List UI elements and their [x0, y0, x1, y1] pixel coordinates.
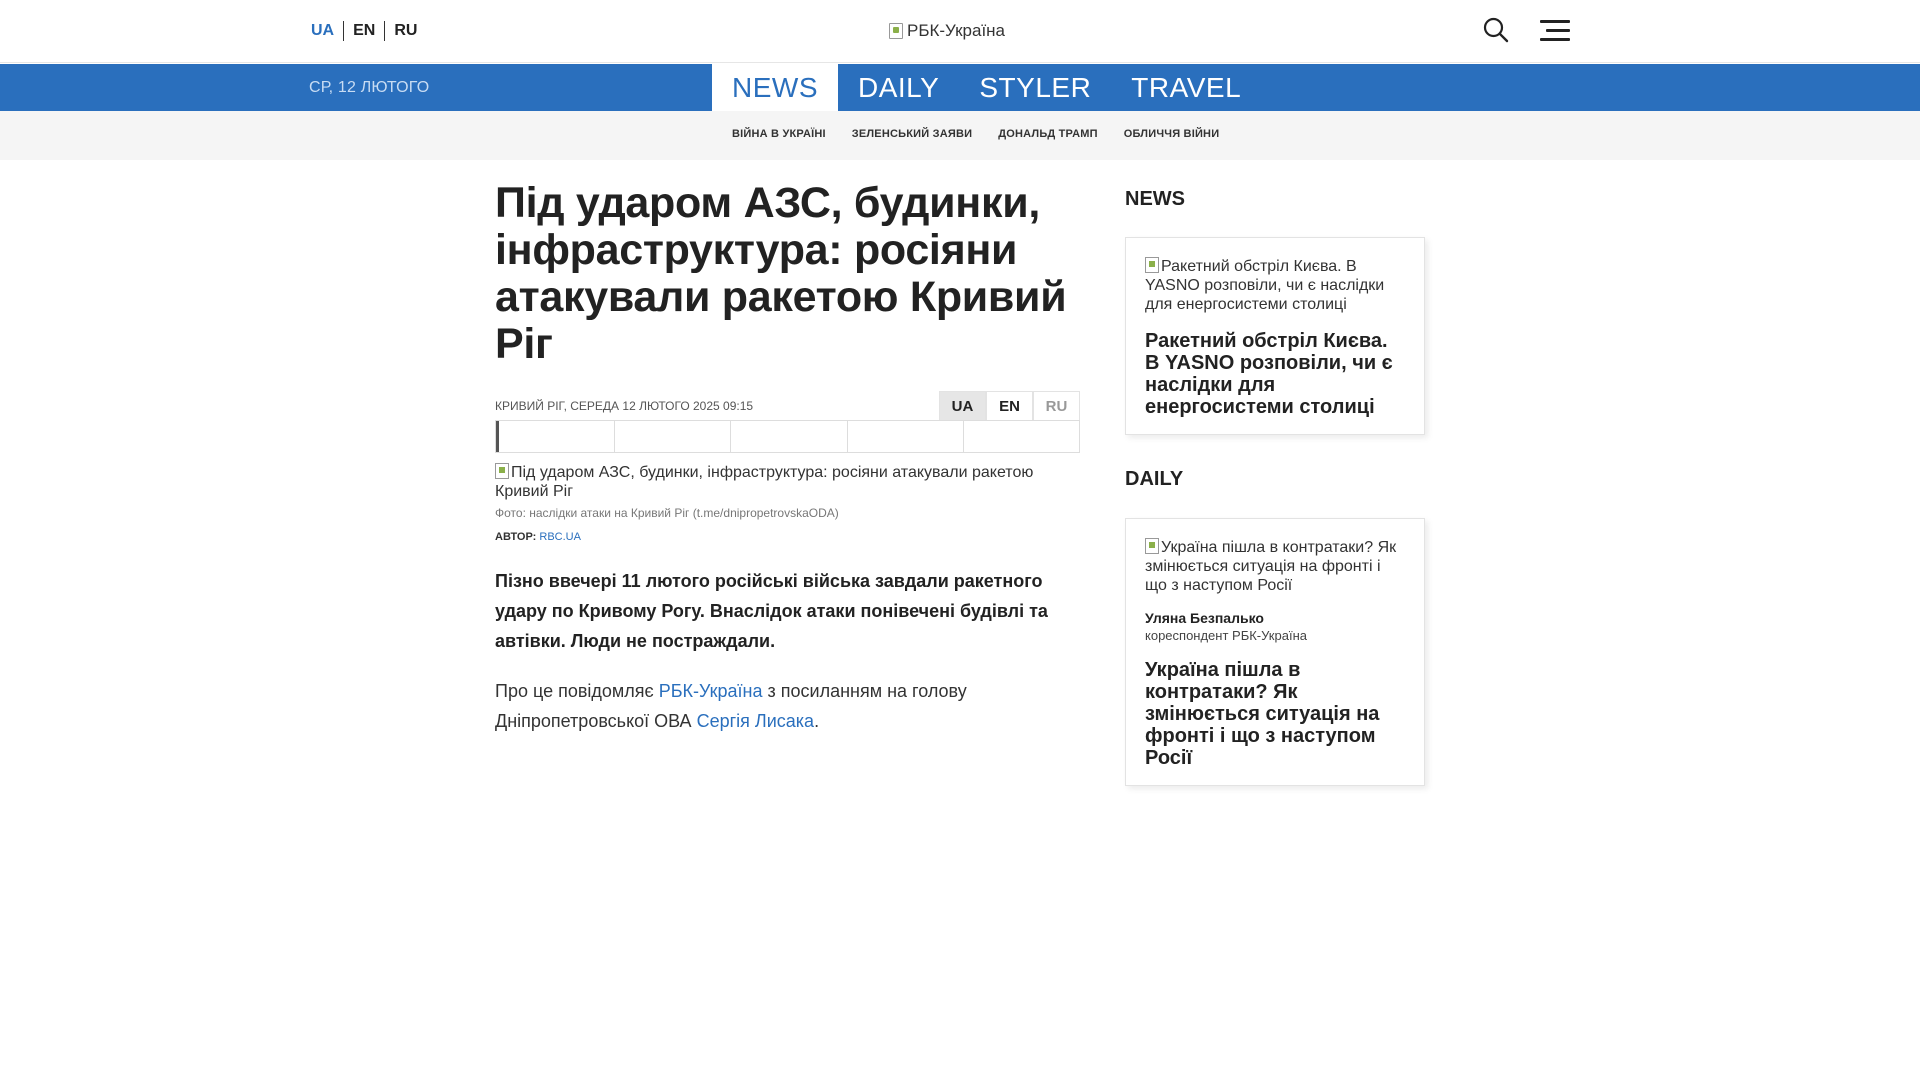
news-card-title[interactable]: Ракетний обстріл Києва. В YASNO розповіли, чи є наслідки для енергосистеми столиці: [1145, 330, 1393, 418]
tab-news[interactable]: NEWS: [712, 64, 838, 111]
share-buttons: [495, 420, 1080, 453]
broken-image-icon: [889, 23, 903, 39]
author-label: АВТОР:: [495, 531, 537, 543]
news-card-image-alt: Ракетний обстріл Києва. В YASNO розповіли, чи є наслідки для енергосистеми столиці: [1145, 258, 1385, 313]
author-link[interactable]: RBC.UA: [539, 531, 581, 543]
article-lang-en-button[interactable]: EN: [986, 391, 1033, 421]
daily-card-author: Уляна Безпалько: [1145, 610, 1264, 626]
daily-card-image: [1145, 538, 1405, 595]
paragraph-text: з посиланням на голову Дніпропетровської ОВА: [495, 681, 967, 731]
menu-icon[interactable]: [1540, 19, 1570, 43]
tag-donald-trump[interactable]: ДОНАЛЬД ТРАМП: [998, 128, 1098, 140]
article-paragraph: [495, 676, 1080, 736]
logo-alt-text: РБК-Україна: [907, 21, 1006, 40]
tab-styler[interactable]: STYLER: [979, 72, 1092, 103]
broken-image-icon: [1145, 257, 1159, 273]
article-lead: Пізно ввечері 11 лютого російські війська завдали ракетного удару по Кривому Рогу. Внаслідок атаки понівечені будівлі та автівки. Люди не постраждали.: [495, 571, 1048, 651]
main-nav: [0, 64, 1920, 111]
daily-card-image-alt: Україна пішла в контратаки? Як змінюється ситуація на фронті і що з наступом Росії: [1145, 539, 1397, 594]
lang-ua-link[interactable]: UA: [311, 22, 335, 39]
paragraph-text: .: [814, 711, 820, 731]
news-card[interactable]: [1125, 237, 1425, 435]
article-author: [495, 531, 581, 543]
daily-card-title[interactable]: Україна пішла в контратаки? Як змінюється ситуація на фронті і що з наступом Росії: [1145, 659, 1380, 769]
current-date: СР, 12 ЛЮТОГО: [309, 79, 430, 96]
article-lang-ru-button[interactable]: RU: [1033, 391, 1080, 421]
tag-war-in-ukraine[interactable]: ВІЙНА В УКРАЇНІ: [732, 128, 826, 140]
rbc-ukraine-link[interactable]: РБК-Україна: [658, 681, 763, 701]
language-switcher: [311, 21, 426, 41]
tab-travel[interactable]: TRAVEL: [1131, 72, 1242, 103]
tab-daily[interactable]: DAILY: [858, 72, 940, 103]
article: [495, 179, 1080, 731]
share-button[interactable]: [496, 421, 614, 452]
sidebar-news-heading: NEWS: [1125, 188, 1185, 210]
search-icon[interactable]: [1482, 16, 1510, 44]
image-caption: Фото: наслідки атаки на Кривий Ріг (t.me/dnipropetrovskaODA): [495, 506, 839, 520]
site-logo[interactable]: [889, 21, 1005, 41]
top-bar: [0, 0, 1920, 63]
share-button[interactable]: [614, 421, 730, 452]
serhiy-lysak-link[interactable]: Сергія Лисака: [696, 711, 815, 731]
lang-ru-link[interactable]: RU: [384, 21, 426, 41]
article-dateline: КРИВИЙ РІГ, СЕРЕДА 12 ЛЮТОГО 2025 09:15: [495, 399, 754, 413]
article-image-alt: Під ударом АЗС, будинки, інфраструктура: росіяни атакували ракетою Кривий Ріг: [495, 464, 1034, 500]
tag-bar: [0, 111, 1920, 160]
tag-faces-of-war[interactable]: ОБЛИЧЧЯ ВІЙНИ: [1123, 128, 1220, 140]
daily-card-author-role: кореспондент РБК-Україна: [1145, 628, 1307, 643]
share-button[interactable]: [963, 421, 1079, 452]
share-button[interactable]: [730, 421, 846, 452]
tag-zelensky-statements[interactable]: ЗЕЛЕНСЬКИЙ ЗАЯВИ: [851, 128, 973, 140]
paragraph-text: Про це повідомляє: [495, 681, 659, 701]
lang-en-link[interactable]: EN: [343, 21, 384, 41]
broken-image-icon: [1145, 538, 1159, 554]
section-tabs: [712, 64, 1261, 111]
article-language-buttons: [939, 391, 1080, 421]
broken-image-icon: [495, 463, 509, 479]
article-image: [495, 463, 1080, 501]
article-meta: [495, 391, 1080, 421]
daily-card[interactable]: [1125, 518, 1425, 786]
article-lang-ua-button[interactable]: UA: [939, 391, 986, 421]
news-card-image: [1145, 257, 1405, 314]
share-button[interactable]: [847, 421, 963, 452]
sidebar-daily-heading: DAILY: [1125, 468, 1184, 490]
article-headline: Під ударом АЗС, будинки, інфраструктура: росіяни атакували ракетою Кривий Ріг: [495, 179, 1067, 368]
